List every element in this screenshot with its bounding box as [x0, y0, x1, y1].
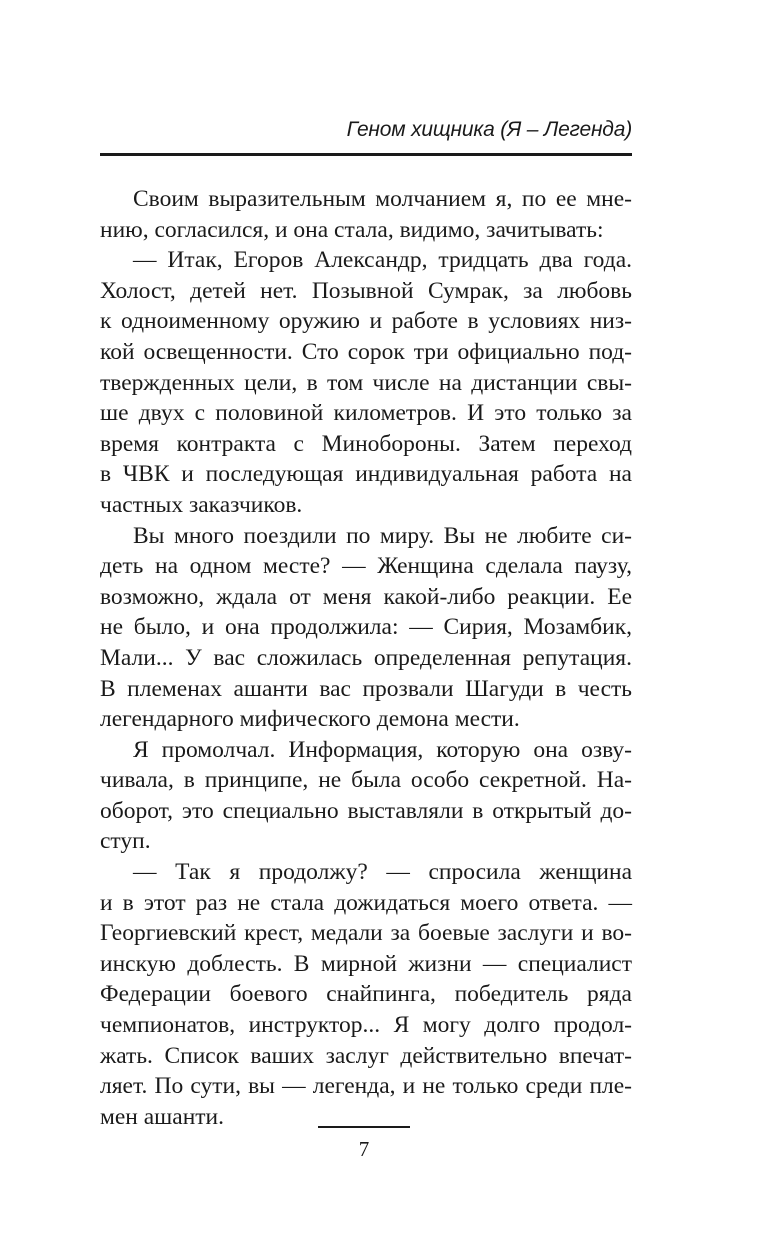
- text-line: время контракта с Минобороны. Затем переход: [100, 430, 632, 457]
- text-line: жать. Список ваших заслуг действительно впечат-: [100, 1042, 632, 1069]
- paragraph-5: [100, 857, 632, 1132]
- text-line: оборот, это специально выставляли в открытый до-: [100, 797, 632, 824]
- text-line: чемпионатов, инструктор... Я могу долго продол-: [100, 1012, 632, 1039]
- text-line: ше двух с половиной километров. И это только за: [100, 400, 632, 427]
- page-number: 7: [358, 1137, 370, 1161]
- text-line: к одноименному оружию и работе в условиях низ-: [100, 308, 632, 335]
- text-line: не было, и она продолжила: — Сирия, Мозамбик,: [100, 614, 632, 641]
- text-line: нию, согласился, и она стала, видимо, зачитывать:: [100, 216, 604, 243]
- paragraph-2: [100, 245, 632, 520]
- text-line: частных заказчиков.: [100, 491, 303, 518]
- paragraph-3: [100, 521, 632, 735]
- text-line: ступ.: [100, 828, 151, 855]
- text-line: чивала, в принципе, не была особо секретной. На-: [100, 767, 632, 794]
- text-line: Георгиевский крест, медали за боевые заслуги и во-: [100, 920, 632, 947]
- text-line: деть на одном месте? — Женщина сделала паузу,: [100, 553, 632, 580]
- header-divider: [100, 153, 632, 156]
- text-line: Холост, детей нет. Позывной Сумрак, за любовь: [100, 277, 632, 304]
- text-line: Я промолчал. Информация, которую она озву-: [133, 736, 632, 763]
- footer-divider: [318, 1126, 410, 1128]
- text-line: в ЧВК и последующая индивидуальная работа на: [100, 461, 632, 488]
- text-line: — Итак, Егоров Александр, тридцать два года.: [133, 247, 632, 274]
- paragraph-4: [100, 735, 632, 857]
- text-line: Федерации боевого снайпинга, победитель ряда: [100, 981, 632, 1008]
- text-line: и в этот раз не стала дожидаться моего ответа. —: [100, 889, 632, 916]
- running-title: Геном хищника (Я – Легенда): [346, 118, 632, 141]
- text-line: Своим выразительным молчанием я, по ее мне-: [133, 186, 632, 212]
- body-text: [100, 184, 632, 1132]
- text-line: В племенах ашанти вас прозвали Шагуди в честь: [100, 675, 632, 702]
- text-line: кой освещенности. Сто сорок три официально под-: [100, 338, 632, 365]
- text-line: легендарного мифического демона мести.: [100, 706, 520, 733]
- paragraph-1: [100, 184, 632, 245]
- text-line: твержденных цели, в том числе на дистанции свы-: [100, 369, 632, 396]
- text-line: — Так я продолжу? — спросила женщина: [133, 859, 632, 886]
- text-line: инскую доблесть. В мирной жизни — специалист: [100, 950, 632, 977]
- text-line: Мали... У вас сложилась определенная репутация.: [100, 644, 632, 671]
- text-line: ляет. По сути, вы — легенда, и не только среди пле-: [100, 1073, 632, 1100]
- text-line: мен ашанти.: [100, 1103, 225, 1130]
- text-line: возможно, ждала от меня какой-либо реакции. Ее: [100, 583, 632, 610]
- text-line: Вы много поездили по миру. Вы не любите си-: [133, 522, 632, 549]
